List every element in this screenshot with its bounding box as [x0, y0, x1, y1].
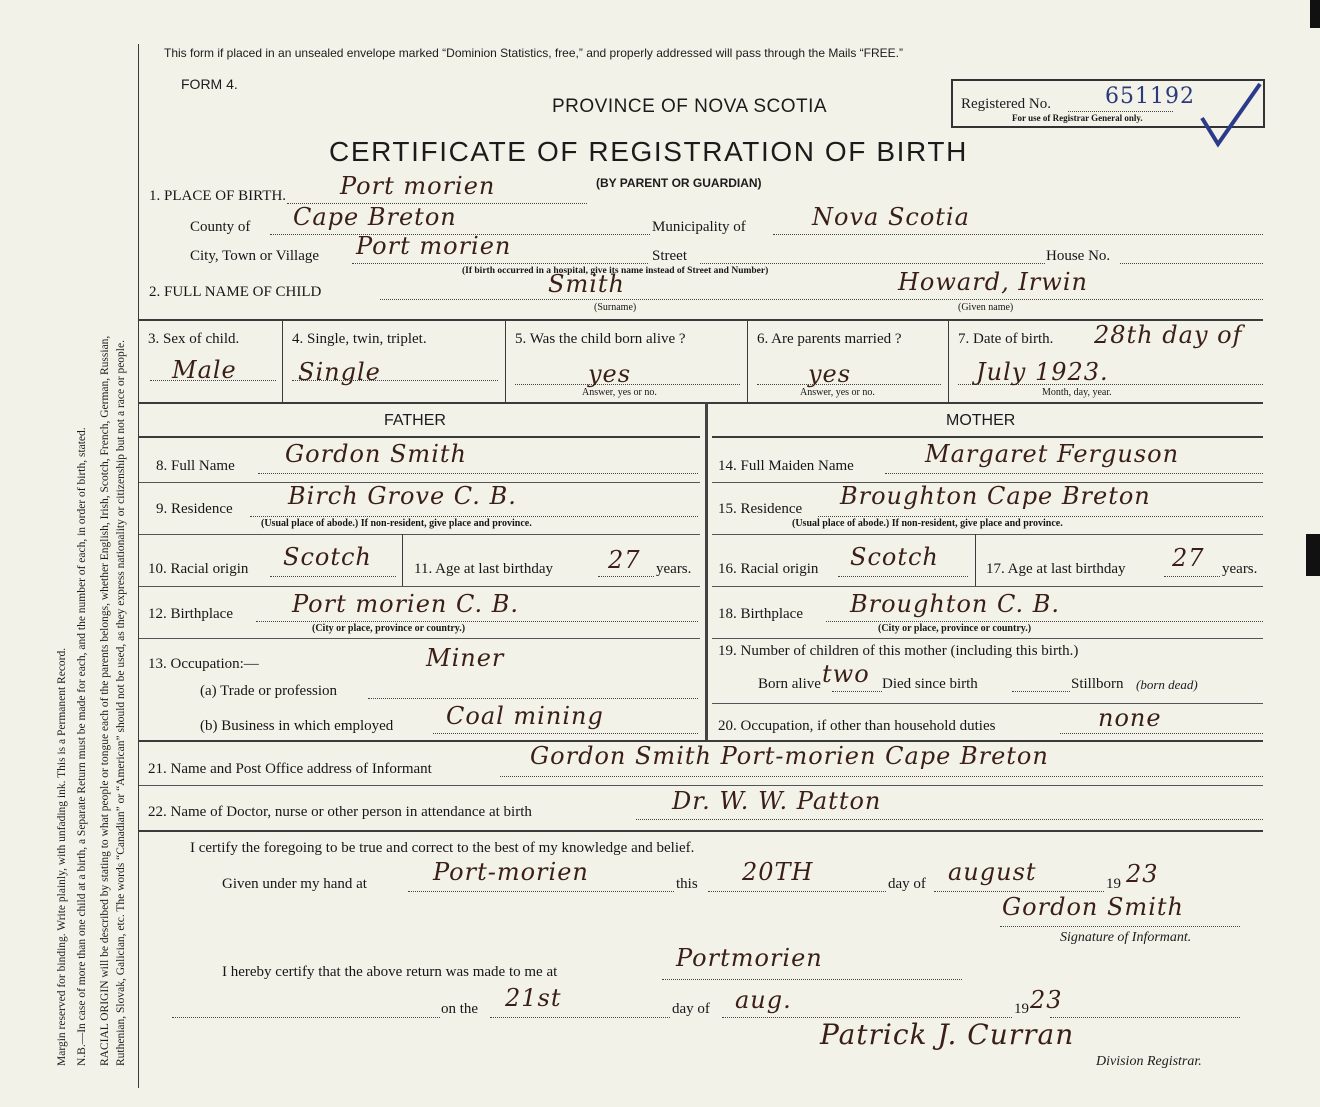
registered-number-value: 651192 [1105, 84, 1195, 109]
given-name-note: (Given name) [958, 302, 1014, 313]
place-of-birth-label: 1. PLACE OF BIRTH. [149, 188, 287, 204]
father-occupation-label: 13. Occupation:— [148, 656, 259, 672]
registrar-day-value: 21st [505, 984, 562, 1012]
father-age-label: 11. Age at last birthday [414, 561, 553, 577]
father-residence-value: Birch Grove C. B. [288, 482, 517, 510]
given-day-value: 20TH [742, 858, 814, 886]
mother-age-label: 17. Age at last birthday [986, 561, 1126, 577]
father-years-label: years. [656, 561, 692, 577]
parents-married-value: yes [808, 360, 852, 388]
registrar-note: For use of Registrar General only. [1012, 113, 1143, 123]
mother-birthplace-label: 18. Birthplace [718, 606, 803, 622]
street-label: Street [652, 248, 687, 264]
place-of-birth-value: Port morien [340, 172, 496, 200]
father-racial-origin-label: 10. Racial origin [148, 561, 249, 577]
date-of-birth-value-month-year: July 1923. [976, 358, 1109, 386]
mother-residence-value: Broughton Cape Breton [840, 482, 1151, 510]
municipality-label: Municipality of [652, 219, 746, 235]
father-birthplace-label: 12. Birthplace [148, 606, 233, 622]
city-value: Port morien [356, 232, 512, 260]
province-heading: PROVINCE OF NOVA SCOTIA [552, 96, 828, 117]
father-racial-origin-value: Scotch [283, 543, 372, 571]
father-birthplace-note: (City or place, province or country.) [312, 623, 466, 634]
doctor-value: Dr. W. W. Patton [672, 787, 882, 815]
child-surname-value: Smith [548, 270, 625, 298]
child-name-label: 2. FULL NAME OF CHILD [149, 284, 322, 300]
informant-signature: Gordon Smith [1002, 893, 1184, 921]
municipality-value: Nova Scotia [812, 203, 970, 231]
mother-birthplace-note: (City or place, province or country.) [878, 623, 1032, 634]
father-occupation-value: Miner [426, 644, 505, 672]
child-given-name-value: Howard, Irwin [898, 268, 1088, 296]
born-alive-label: 5. Was the child born alive ? [515, 331, 686, 347]
mother-heading: MOTHER [946, 412, 1016, 429]
father-birthplace-value: Port morien C. B. [292, 590, 520, 618]
father-heading: FATHER [384, 412, 446, 429]
mail-notice: This form if placed in an unsealed envelope marked “Dominion Statistics, free,” and properly addressed will pass through the Mails “FREE.” [164, 46, 904, 60]
house-number-label: House No. [1046, 248, 1111, 264]
registrar-place-value: Portmorien [676, 944, 823, 972]
given-place-value: Port-morien [433, 858, 589, 886]
informant-label: 21. Name and Post Office address of Informant [148, 761, 432, 777]
date-of-birth-value-day: 28th day of [1094, 321, 1243, 349]
date-of-birth-label: 7. Date of birth. [958, 331, 1054, 347]
registrar-signature-label: Division Registrar. [1096, 1054, 1202, 1069]
mother-years-label: years. [1222, 561, 1258, 577]
hospital-note: (If birth occurred in a hospital, give its name instead of Street and Number) [462, 266, 769, 276]
surname-note: (Surname) [594, 302, 637, 313]
registrar-day-of-label: day of [672, 1001, 710, 1017]
father-name-label: 8. Full Name [156, 458, 235, 474]
mother-name-label: 14. Full Maiden Name [718, 458, 854, 474]
plurality-label: 4. Single, twin, triplet. [292, 331, 427, 347]
registrar-year-value: 23 [1030, 986, 1063, 1014]
mother-occupation-label: 20. Occupation, if other than household duties [718, 718, 996, 734]
mother-residence-note: (Usual place of abode.) If non-resident, give place and province. [792, 518, 1063, 529]
mother-racial-origin-value: Scotch [850, 543, 939, 571]
trade-profession-label: (a) Trade or profession [200, 683, 338, 699]
born-alive-count-value: two [822, 660, 870, 688]
plurality-value: Single [298, 358, 381, 386]
father-name-value: Gordon Smith [285, 440, 467, 468]
mother-racial-origin-label: 16. Racial origin [718, 561, 819, 577]
registered-number-label: Registered No. [961, 96, 1051, 112]
registrar-year-prefix: 19 [1014, 1001, 1029, 1017]
children-count-label: 19. Number of children of this mother (including this birth.) [718, 643, 1079, 659]
given-year-value: 23 [1126, 860, 1159, 888]
county-label: County of [190, 219, 251, 235]
given-year-prefix: 19 [1106, 876, 1121, 892]
margin-note-racial-origin-cont: Ruthenian, Slovak, Galician, etc. The words “Canadian” or “American” should not be used, as they express nationality or citizenship but not a race or people. [115, 340, 127, 1066]
parents-married-note: Answer, yes or no. [800, 387, 875, 398]
certification-statement: I certify the foregoing to be true and correct to the best of my knowledge and belief. [190, 840, 695, 856]
registrar-check-mark [1200, 80, 1264, 152]
informant-value: Gordon Smith Port-morien Cape Breton [530, 742, 1049, 770]
born-alive-value: yes [588, 360, 632, 388]
date-of-birth-note: Month, day, year. [1042, 387, 1112, 398]
died-since-birth-label: Died since birth [882, 676, 978, 692]
father-age-value: 27 [608, 546, 641, 574]
mother-residence-label: 15. Residence [718, 501, 803, 517]
father-residence-label: 9. Residence [156, 501, 233, 517]
father-residence-note: (Usual place of abode.) If non-resident, give place and province. [261, 518, 532, 529]
column-divider [705, 403, 708, 740]
mother-occupation-value: none [1098, 704, 1162, 732]
city-label: City, Town or Village [190, 248, 320, 264]
page-title: CERTIFICATE OF REGISTRATION OF BIRTH [329, 136, 968, 167]
registrar-signature: Patrick J. Curran [820, 1018, 1075, 1051]
informant-signature-label: Signature of Informant. [1060, 930, 1192, 945]
registrar-on-the-label: on the [441, 1001, 479, 1017]
county-value: Cape Breton [293, 203, 457, 231]
margin-note-racial-origin: RACIAL ORIGIN will be described by stating to what people or tongue each of the parents belongs, whether English, Irish, Scotch, French, German, Russian, [99, 335, 111, 1066]
sex-value: Male [172, 356, 237, 384]
form-number: FORM 4. [181, 76, 238, 92]
given-under-hand-label: Given under my hand at [222, 876, 367, 892]
scan-edge-mark-middle [1306, 534, 1320, 576]
sex-label: 3. Sex of child. [148, 331, 240, 347]
given-this-label: this [676, 876, 698, 892]
given-month-value: august [948, 858, 1037, 886]
margin-note-binding: Margin reserved for binding. Write plainly, with unfading ink. This is a Permanent Record. [56, 647, 68, 1066]
scan-edge-mark-top [1310, 0, 1320, 28]
mother-name-value: Margaret Ferguson [925, 440, 1180, 468]
binding-rule [138, 44, 139, 1088]
stillborn-label: Stillborn [1071, 676, 1124, 692]
given-day-of-label: day of [888, 876, 926, 892]
born-alive-note: Answer, yes or no. [582, 387, 657, 398]
business-employed-label: (b) Business in which employed [200, 718, 394, 734]
parents-married-label: 6. Are parents married ? [757, 331, 902, 347]
margin-note-multiple-births: N.B.—In case of more than one child at a birth, a Separate Return must be made for each, and the number of each, in order of birth, stated. [76, 427, 88, 1066]
registrar-statement: I hereby certify that the above return was made to me at [222, 964, 558, 980]
father-business-value: Coal mining [446, 702, 604, 730]
doctor-label: 22. Name of Doctor, nurse or other person in attendance at birth [148, 804, 532, 820]
mother-age-value: 27 [1172, 544, 1205, 572]
stillborn-note: (born dead) [1136, 677, 1198, 692]
registrar-month-value: aug. [735, 986, 792, 1014]
mother-birthplace-value: Broughton C. B. [850, 590, 1061, 618]
page-subtitle: (BY PARENT OR GUARDIAN) [596, 176, 762, 190]
born-alive-count-label: Born alive [758, 676, 821, 692]
